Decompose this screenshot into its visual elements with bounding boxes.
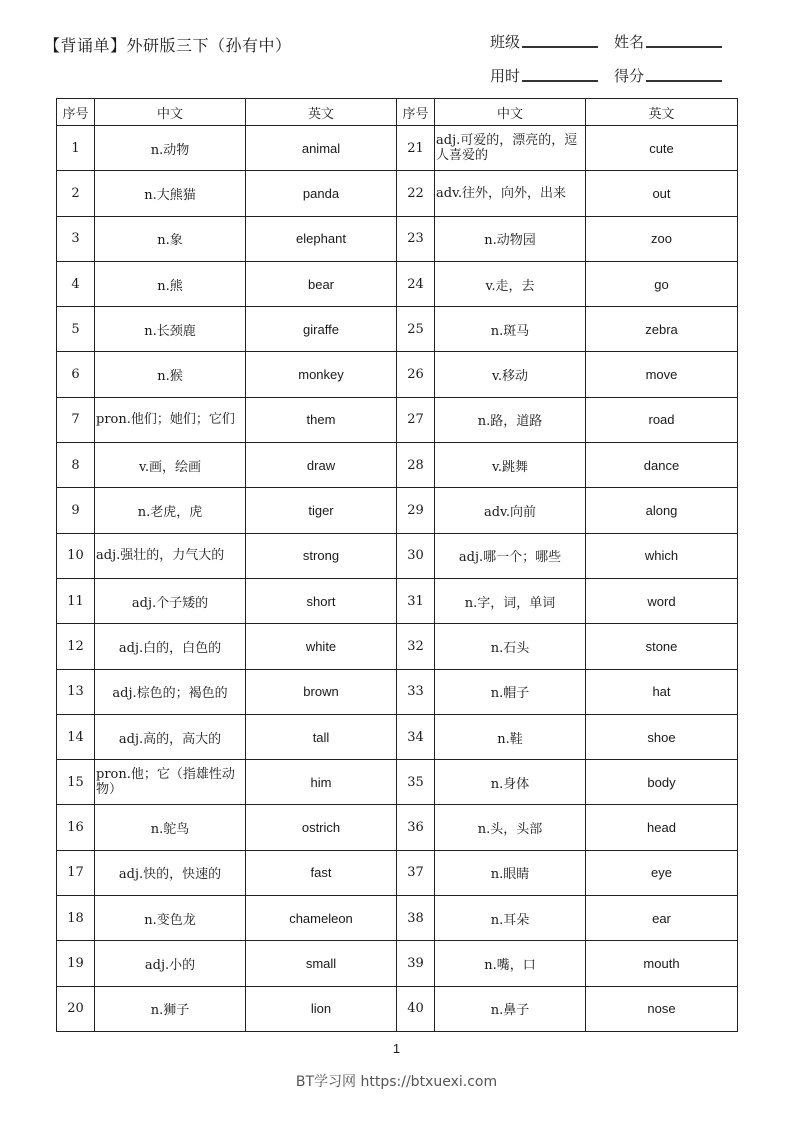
chinese-meaning: adj.可爱的，漂亮的，逗人喜爱的 [435, 126, 586, 171]
table-row [57, 850, 738, 895]
chinese-meaning: n.长颈鹿 [95, 307, 246, 352]
english-word: nose [586, 986, 738, 1031]
table-row [57, 533, 738, 578]
table-row [57, 397, 738, 442]
chinese-meaning: adv.往外，向外，出来 [435, 171, 586, 216]
table-row [57, 941, 738, 986]
english-word: panda [246, 171, 397, 216]
chinese-meaning: n.鸵鸟 [95, 805, 246, 850]
word-number: 29 [397, 488, 435, 533]
english-word: strong [246, 533, 397, 578]
table-row [57, 624, 738, 669]
chinese-meaning: adj.哪一个；哪些 [435, 533, 586, 578]
english-word: mouth [586, 941, 738, 986]
word-number: 13 [57, 669, 95, 714]
word-number: 19 [57, 941, 95, 986]
chinese-meaning: n.字，词，单词 [435, 578, 586, 623]
word-number: 21 [397, 126, 435, 171]
chinese-meaning: n.熊 [95, 261, 246, 306]
english-word: out [586, 171, 738, 216]
english-word: elephant [246, 216, 397, 261]
chinese-meaning: n.帽子 [435, 669, 586, 714]
english-word: dance [586, 443, 738, 488]
word-number: 31 [397, 578, 435, 623]
word-number: 7 [57, 397, 95, 442]
english-word: zebra [586, 307, 738, 352]
english-word: fast [246, 850, 397, 895]
chinese-meaning: adj.小的 [95, 941, 246, 986]
table-row [57, 352, 738, 397]
english-word: ostrich [246, 805, 397, 850]
english-word: tiger [246, 488, 397, 533]
english-word: giraffe [246, 307, 397, 352]
vocabulary-table [56, 98, 738, 1032]
word-number: 30 [397, 533, 435, 578]
word-number: 27 [397, 397, 435, 442]
name-label: 姓名 [614, 33, 645, 51]
chinese-meaning: n.大熊猫 [95, 171, 246, 216]
english-word: road [586, 397, 738, 442]
word-number: 9 [57, 488, 95, 533]
english-word: ear [586, 896, 738, 941]
word-number: 39 [397, 941, 435, 986]
chinese-meaning: n.动物园 [435, 216, 586, 261]
class-label: 班级 [490, 33, 521, 51]
table-row [57, 714, 738, 759]
english-word: short [246, 578, 397, 623]
word-number: 26 [397, 352, 435, 397]
chinese-meaning: n.头，头部 [435, 805, 586, 850]
chinese-meaning: n.斑马 [435, 307, 586, 352]
page-title: 【背诵单】外研版三下（孙有中） [44, 36, 292, 55]
english-word: animal [246, 126, 397, 171]
chinese-meaning: n.狮子 [95, 986, 246, 1031]
word-number: 37 [397, 850, 435, 895]
score-blank [646, 79, 722, 82]
word-number: 34 [397, 714, 435, 759]
table-header-row [57, 99, 738, 126]
chinese-meaning: n.嘴，口 [435, 941, 586, 986]
table-row [57, 171, 738, 216]
english-word: body [586, 760, 738, 805]
watermark: BT学习网 https://btxuexi.com [295, 1074, 498, 1090]
english-word: lion [246, 986, 397, 1031]
word-number: 11 [57, 578, 95, 623]
chinese-meaning: adj.白的，白色的 [95, 624, 246, 669]
english-word: eye [586, 850, 738, 895]
chinese-meaning: adv.向前 [435, 488, 586, 533]
english-word: zoo [586, 216, 738, 261]
english-word: tall [246, 714, 397, 759]
chinese-meaning: n.动物 [95, 126, 246, 171]
table-row [57, 261, 738, 306]
word-number: 20 [57, 986, 95, 1031]
word-number: 28 [397, 443, 435, 488]
student-info-fields [490, 18, 738, 86]
word-number: 23 [397, 216, 435, 261]
english-word: small [246, 941, 397, 986]
page-number: 1 [392, 1041, 401, 1056]
table-row [57, 896, 738, 941]
chinese-meaning: v.画，绘画 [95, 443, 246, 488]
english-word: monkey [246, 352, 397, 397]
word-number: 14 [57, 714, 95, 759]
word-number: 24 [397, 261, 435, 306]
chinese-meaning: n.耳朵 [435, 896, 586, 941]
chinese-meaning: n.鼻子 [435, 986, 586, 1031]
word-number: 1 [57, 126, 95, 171]
english-word: cute [586, 126, 738, 171]
header-number: 序号 [57, 99, 95, 126]
table-row [57, 488, 738, 533]
word-number: 33 [397, 669, 435, 714]
word-number: 17 [57, 850, 95, 895]
word-number: 25 [397, 307, 435, 352]
table-row [57, 307, 738, 352]
english-word: along [586, 488, 738, 533]
table-row [57, 216, 738, 261]
english-word: white [246, 624, 397, 669]
word-number: 4 [57, 261, 95, 306]
english-word: them [246, 397, 397, 442]
chinese-meaning: v.跳舞 [435, 443, 586, 488]
table-row [57, 126, 738, 171]
word-number: 15 [57, 760, 95, 805]
english-word: him [246, 760, 397, 805]
header-chinese: 中文 [435, 99, 586, 126]
name-blank [646, 45, 722, 48]
table-row [57, 578, 738, 623]
chinese-meaning: n.象 [95, 216, 246, 261]
chinese-meaning: n.变色龙 [95, 896, 246, 941]
word-number: 12 [57, 624, 95, 669]
table-row [57, 805, 738, 850]
english-word: word [586, 578, 738, 623]
chinese-meaning: n.石头 [435, 624, 586, 669]
header-english: 英文 [246, 99, 397, 126]
english-word: which [586, 533, 738, 578]
chinese-meaning: n.路，道路 [435, 397, 586, 442]
score-label: 得分 [614, 67, 645, 85]
word-number: 40 [397, 986, 435, 1031]
chinese-meaning: n.鞋 [435, 714, 586, 759]
english-word: go [586, 261, 738, 306]
word-number: 38 [397, 896, 435, 941]
class-field[interactable] [490, 31, 598, 52]
english-word: chameleon [246, 896, 397, 941]
chinese-meaning: adj.快的，快速的 [95, 850, 246, 895]
chinese-meaning: n.老虎，虎 [95, 488, 246, 533]
word-number: 3 [57, 216, 95, 261]
chinese-meaning: pron.他们；她们；它们 [95, 397, 246, 442]
word-number: 5 [57, 307, 95, 352]
english-word: draw [246, 443, 397, 488]
chinese-meaning: adj.个子矮的 [95, 578, 246, 623]
time-label: 用时 [490, 67, 521, 85]
chinese-meaning: adj.棕色的；褐色的 [95, 669, 246, 714]
english-word: shoe [586, 714, 738, 759]
header-number: 序号 [397, 99, 435, 126]
time-field[interactable] [490, 65, 598, 86]
chinese-meaning: n.身体 [435, 760, 586, 805]
class-blank [522, 45, 598, 48]
english-word: head [586, 805, 738, 850]
english-word: brown [246, 669, 397, 714]
word-number: 22 [397, 171, 435, 216]
chinese-meaning: pron.他；它（指雄性动物） [95, 760, 246, 805]
chinese-meaning: adj.高的，高大的 [95, 714, 246, 759]
english-word: stone [586, 624, 738, 669]
english-word: hat [586, 669, 738, 714]
table-row [57, 443, 738, 488]
word-number: 10 [57, 533, 95, 578]
chinese-meaning: v.移动 [435, 352, 586, 397]
chinese-meaning: n.眼睛 [435, 850, 586, 895]
chinese-meaning: v.走，去 [435, 261, 586, 306]
header-chinese: 中文 [95, 99, 246, 126]
word-number: 35 [397, 760, 435, 805]
name-field[interactable] [614, 31, 722, 52]
time-blank [522, 79, 598, 82]
table-row [57, 760, 738, 805]
word-number: 18 [57, 896, 95, 941]
header-english: 英文 [586, 99, 738, 126]
english-word: bear [246, 261, 397, 306]
word-number: 16 [57, 805, 95, 850]
chinese-meaning: adj.强壮的，力气大的 [95, 533, 246, 578]
english-word: move [586, 352, 738, 397]
word-number: 2 [57, 171, 95, 216]
word-number: 36 [397, 805, 435, 850]
word-number: 32 [397, 624, 435, 669]
table-row [57, 669, 738, 714]
table-row [57, 986, 738, 1031]
word-number: 8 [57, 443, 95, 488]
score-field[interactable] [614, 65, 722, 86]
chinese-meaning: n.猴 [95, 352, 246, 397]
word-number: 6 [57, 352, 95, 397]
